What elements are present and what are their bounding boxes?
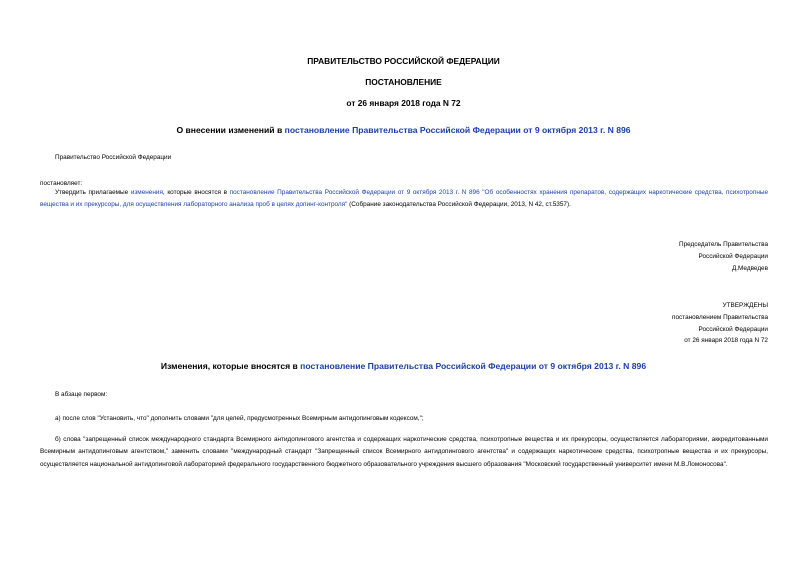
paragraph-text-3: (Собрание законодательства Российской Федерации, 2013, N 42, ст.5357). — [347, 201, 571, 209]
approved-date-line: от 26 января 2018 года N 72 — [684, 337, 768, 344]
government-name: ПРАВИТЕЛЬСТВО РОССИЙСКОЙ ФЕДЕРАЦИИ — [307, 56, 500, 66]
approved-label: УТВЕРЖДЕНЫ — [722, 302, 768, 309]
decides-label: постановляет: — [40, 180, 83, 187]
approved-by-line: постановлением Правительства — [672, 314, 768, 321]
issuing-body: Правительство Российской Федерации — [55, 154, 172, 161]
paragraph-text-2: , которые вносятся в — [162, 189, 230, 196]
changes-title-prefix: Изменения, которые вносятся в — [160, 361, 301, 371]
document-title — [0, 125, 807, 135]
change-item-a: а) после слов "Установить, что" дополнить словами "для целей, предусмотренных Всемирным антидопинговым кодексом,"; — [55, 415, 424, 422]
resolution-896-link[interactable]: постановление Правительства Российской Федерации от 9 октября 2013 г. N 896 "Об особенностях хранения препаратов, содержащих наркотические средства, психотропные вещества и их прекурсоры, для осуществления лабораторного анализа проб в целях допинг-контроля" — [40, 189, 768, 209]
document-type: ПОСТАНОВЛЕНИЕ — [365, 77, 442, 87]
signer-position-2: Российской Федерации — [698, 253, 768, 260]
signer-name: Д.Медведев — [731, 265, 768, 272]
paragraph-text-1: Утвердить прилагаемые — [55, 189, 131, 196]
document-title-prefix: О внесении изменений в — [176, 125, 285, 135]
changes-title — [0, 361, 807, 371]
changes-resolution-link[interactable]: постановление Правительства Российской Федерации от 9 октября 2013 г. N 896 — [300, 361, 647, 371]
approved-federation-line: Российской Федерации — [698, 326, 768, 333]
signer-position-1: Председатель Правительства — [679, 241, 768, 248]
document-date: от 26 января 2018 года N 72 — [346, 98, 461, 108]
amended-resolution-link[interactable]: постановление Правительства Российской Федерации от 9 октября 2013 г. N 896 — [284, 125, 631, 135]
changes-intro: В абзаце первом: — [55, 391, 108, 398]
changes-link[interactable]: изменения — [130, 189, 163, 196]
resolution-paragraph — [40, 187, 768, 212]
change-item-b: б) слова "запрещенный список международного стандарта Всемирного антидопингового агентства и содержащих наркотические средства, психотропные вещества и их прекурсоры, осуществляется лабораториями, аккредитованными Всемирным антидопинговым агентством," заменить словами "международный стандарт "Запрещенный список Всемирного антидопингового агентства" и содержащих наркотические средства, психотропные вещества и их прекурсоры, осуществляется национальной антидопинговой лабораторией федерального государственного бюджетного образовательного учреждения высшего образования "Московский государственный университет имени М.В.Ломоносова". — [40, 436, 768, 468]
